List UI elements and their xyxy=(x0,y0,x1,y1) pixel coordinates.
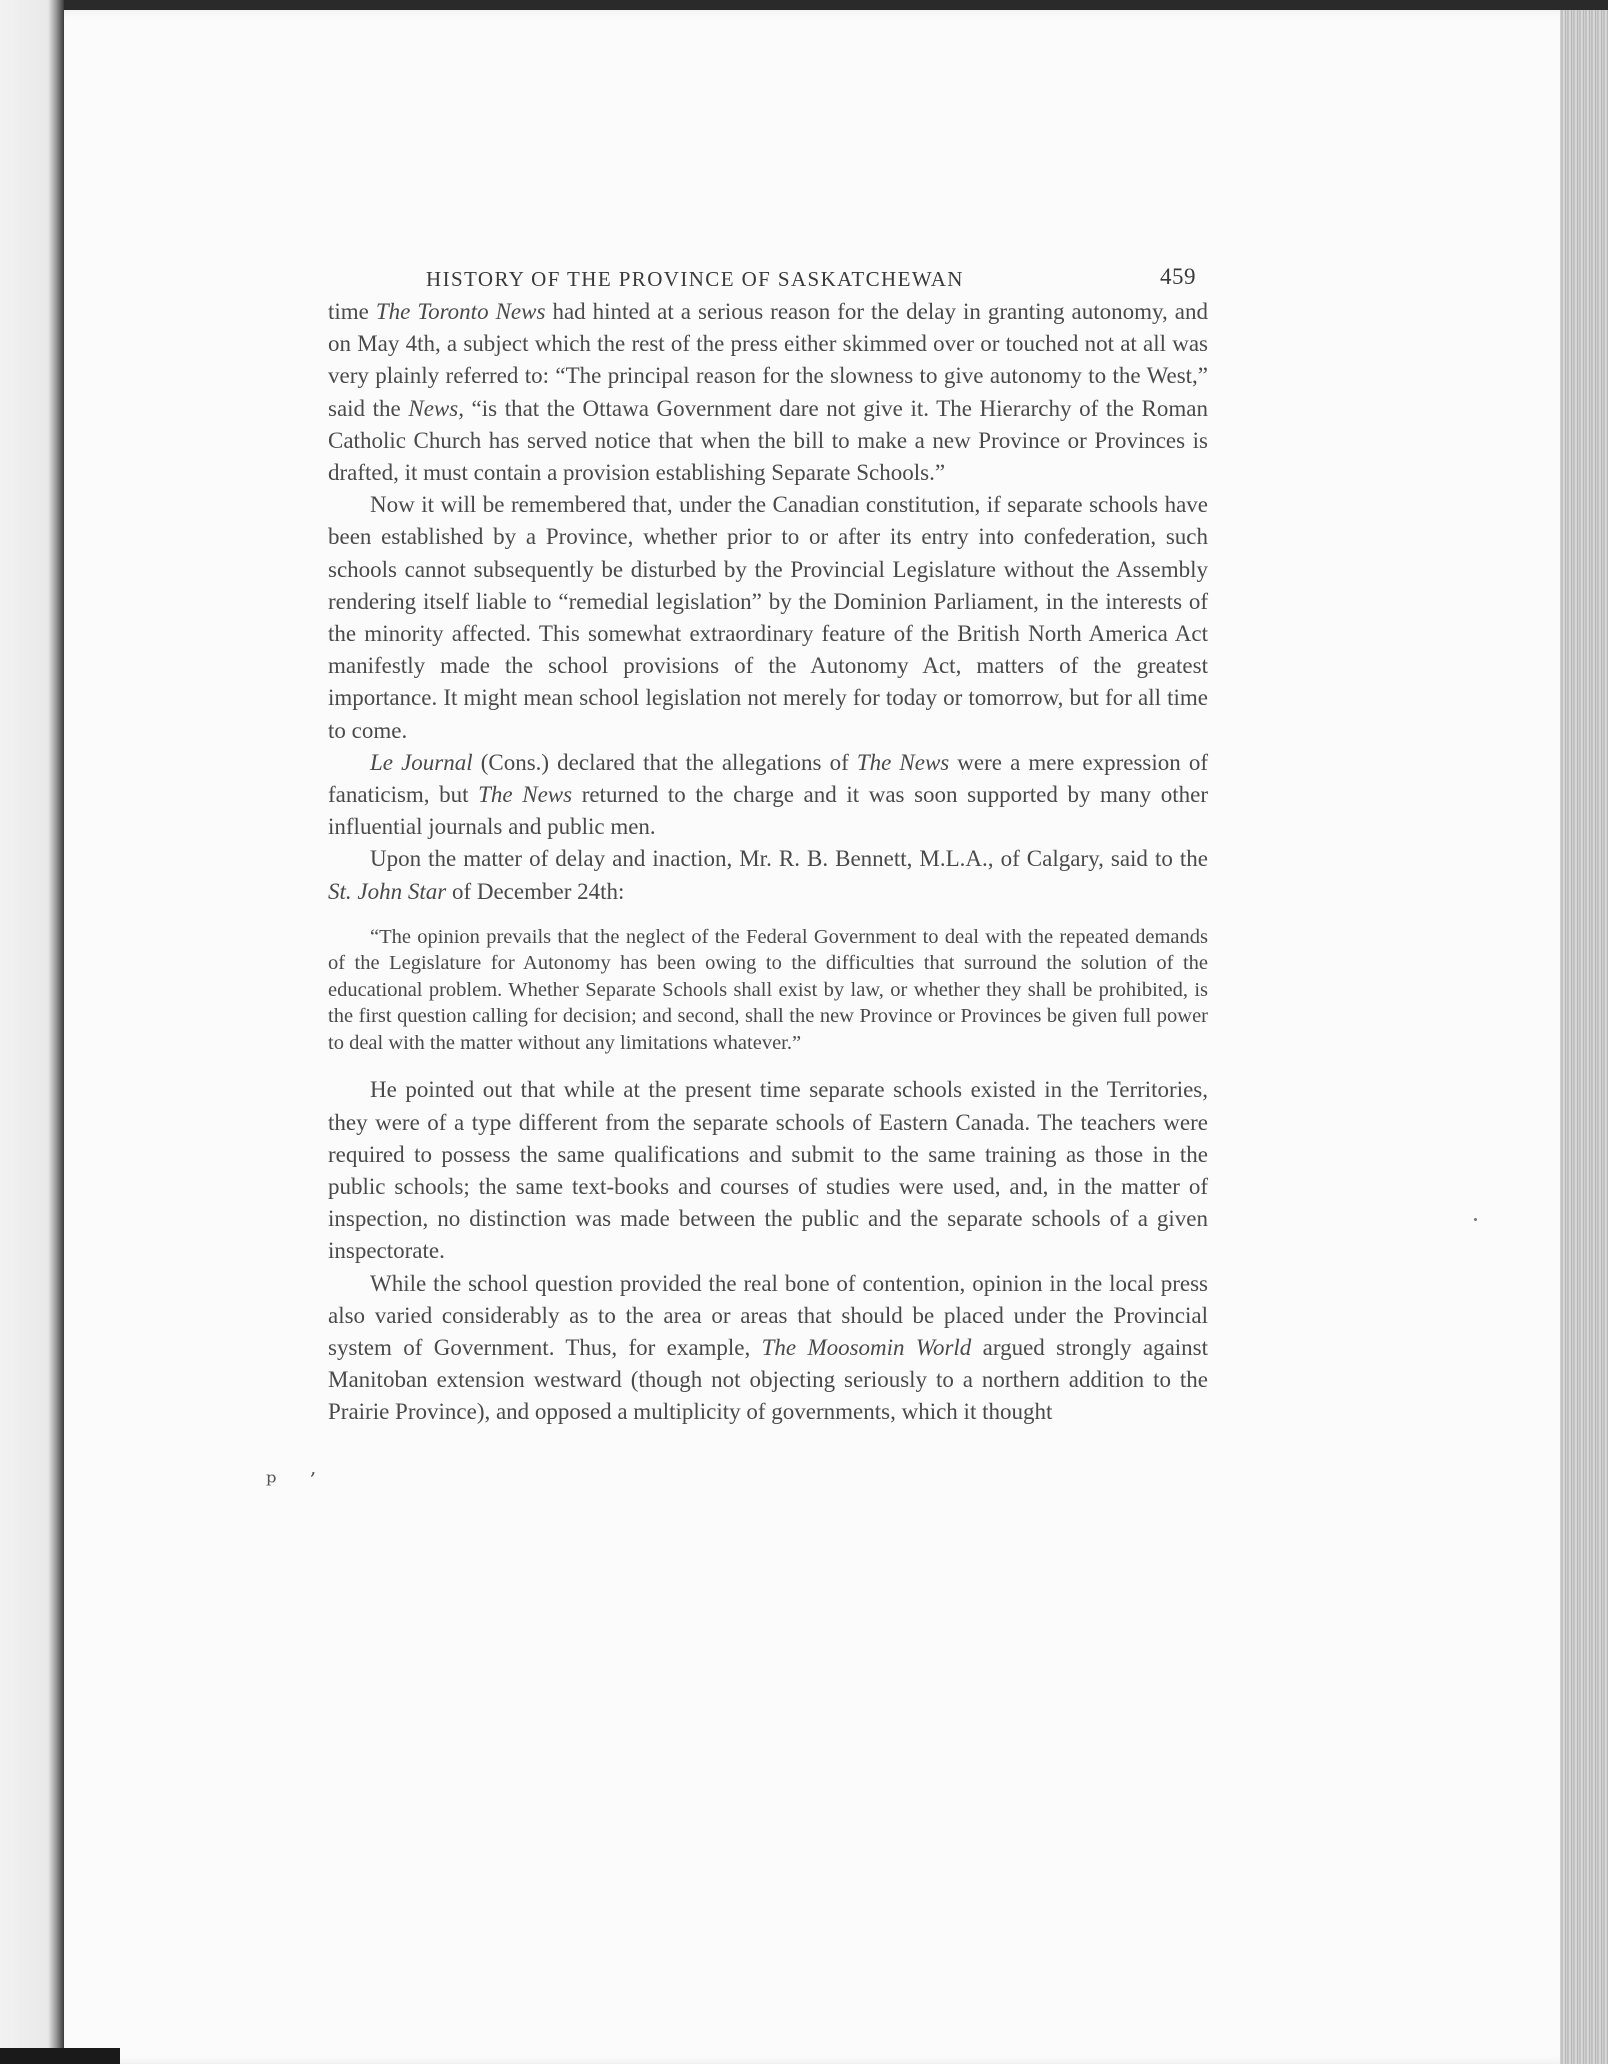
paragraph: He pointed out that while at the present time separate schools existed in the Territories, they were of a type different from the separate schools of Eastern Canada. The teachers were required to possess the same qualifications and submit to the same training as those in the public schools; the same text-books and courses of studies were used, and, in the matter of inspection, no distinction was made between the public and the separate schools of a given inspectorate. xyxy=(328,1077,1208,1264)
paragraph: While the school question provided the real bone of contention, opinion in the local press also varied considerably as to the area or areas that should be placed under the Provincial system of Government. Thus, for example, The Moosomin World argued strongly against Manitoban extension westward (though not objecting seriously to a northern addition to the Prairie Province), and opposed a multiplicity of governments, which it thought xyxy=(328,1270,1209,1425)
paragraph: time The Toronto News had hinted at a serious reason for the delay in granting autonomy, and on May 4th, a subject which the rest of the press either skimmed over or touched not at all was very plainly referred to: “The principal reason for the slowness to give autonomy to the West,” said the News, “is that the Ottawa Government dare not give it. The Hierarchy of the Roman Catholic Church has served notice that when the bill to make a new Province or Provinces is drafted, it must contain a provision establishing Separate Schools.” xyxy=(328,299,1208,486)
page-text-block xyxy=(328,262,1208,1429)
page-number: 459 xyxy=(1160,264,1196,289)
running-title: HISTORY OF THE PROVINCE OF SASKATCHEWAN xyxy=(426,267,964,291)
italic-title: The Toronto News xyxy=(375,299,546,324)
paragraph: Now it will be remembered that, under the Canadian constitution, if separate schools have been established by a Province, whether prior to or after its entry into confederation, such schools cannot subsequently be disturbed by the Provincial Legislature without the Assembly rendering itself liable to “remedial legislation” by the Dominion Parliament, in the interests of the minority affected. This somewhat extraordinary feature of the British North America Act manifestly made the school provisions of the Autonomy Act, matters of the greatest importance. It might mean school legislation not merely for today or tomorrow, but for all time to come. xyxy=(328,492,1208,743)
binding-shadow xyxy=(0,2048,120,2064)
facing-page-edge xyxy=(0,0,64,2064)
margin-mark: ᵖ xyxy=(266,1468,277,1498)
italic-title: Le Journal xyxy=(370,749,473,775)
paragraph: Le Journal (Cons.) declared that the allegations of The News were a mere expression of fanaticism, but The News returned to the charge and it was soon supported by many other influential journals and public men. xyxy=(328,749,1209,840)
italic-title: The News xyxy=(478,782,573,808)
italic-title: The Moosomin World xyxy=(761,1334,972,1360)
running-head xyxy=(328,262,1208,296)
italic-title: The News xyxy=(856,749,950,775)
margin-comma: , xyxy=(310,1455,317,1479)
block-quote: “The opinion prevails that the neglect of the Federal Government to deal with the repeated demands of the Legislature for Autonomy has been owing to the difficulties that surround the solution of the educational problem. Whether Separate Schools shall exist by law, or whether they shall be prohibited, is the first question calling for decision; and second, shall the new Province or Provinces be given full power to deal with the matter without any limitations whatever.” xyxy=(328,925,1208,1054)
paragraph: Upon the matter of delay and inaction, Mr. R. B. Bennett, M.L.A., of Calgary, said to the St. John Star of December 24th: xyxy=(328,846,1208,904)
speck xyxy=(1474,1218,1477,1221)
italic-title: News, xyxy=(408,395,464,421)
italic-title: St. John Star xyxy=(328,878,447,904)
page-stack-edge xyxy=(1560,10,1608,2064)
